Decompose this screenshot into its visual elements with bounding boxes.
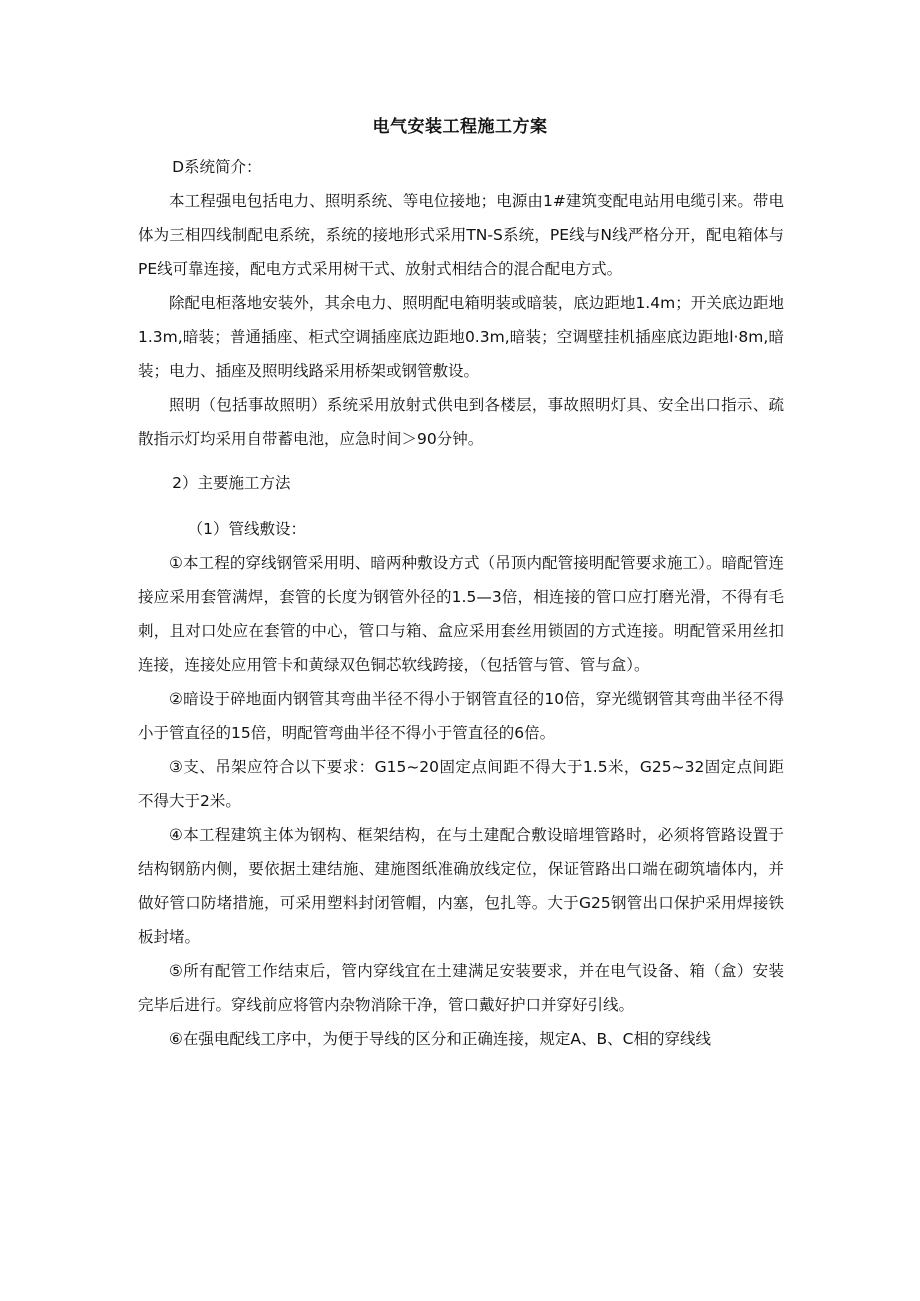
list-item-phase-wiring: ⑥在强电配线工序中，为便于导线的区分和正确连接，规定A、B、C相的穿线线 <box>169 1030 711 1048</box>
section-heading-system-intro: D系统简介： <box>172 158 262 176</box>
document-title: 电气安装工程施工方案 <box>372 117 548 137</box>
section-heading-construction-methods: 2）主要施工方法 <box>172 474 291 492</box>
list-item-steel-conduit: ①本工程的穿线钢管采用明、暗两种敷设方式（吊顶内配管接明配管要求施工）。暗配管连接应采用套管满焊，套管的长度为钢管外径的1.5—3倍，相连接的管口应打磨光滑，不得有毛刺，且对口处应在套管的中心，管口与箱、盒应采用套丝用锁固的方式连接。明配管采用丝扣连接，连接处应用管卡和黄绿双色铜芯软线跨接，（包括管与管、管与盒）。 <box>138 554 784 674</box>
subsection-heading-conduit-laying: （1）管线敷设： <box>187 520 306 538</box>
paragraph-power-source: 本工程强电包括电力、照明系统、等电位接地；电源由1#建筑变配电站用电缆引来。带电体为三相四线制配电系统，系统的接地形式采用TN-S系统，PE线与N线严格分开，配电箱体与PE线可靠连接，配电方式采用树干式、放射式相结合的混合配电方式。 <box>138 192 784 278</box>
list-item-supports: ③支、吊架应符合以下要求：G15~20固定点间距不得大于1.5米，G25~32固定点间距不得大于2米。 <box>138 758 784 810</box>
list-item-wire-threading: ⑤所有配管工作结束后，管内穿线宜在土建满足安装要求，并在电气设备、箱（盒）安装完毕后进行。穿线前应将管内杂物消除干净，管口戴好护口并穿好引线。 <box>138 962 784 1014</box>
document-body <box>138 150 784 1056</box>
list-item-bending-radius: ②暗设于碎地面内钢管其弯曲半径不得小于钢管直径的10倍，穿光缆钢管其弯曲半径不得小于管直径的15倍，明配管弯曲半径不得小于管直径的6倍。 <box>138 690 784 742</box>
paragraph-emergency-lighting: 照明（包括事故照明）系统采用放射式供电到各楼层，事故照明灯具、安全出口指示、疏散指示灯均采用自带蓄电池，应急时间＞90分钟。 <box>138 396 784 448</box>
paragraph-installation-heights: 除配电柜落地安装外，其余电力、照明配电箱明装或暗装，底边距地1.4m；开关底边距地1.3m,暗装；普通插座、柜式空调插座底边距地0.3m,暗装；空调壁挂机插座底边距地l·8m,暗装；电力、插座及照明线路采用桥架或钢管敷设。 <box>138 294 784 380</box>
list-item-embedded-piping: ④本工程建筑主体为钢构、框架结构，在与土建配合敷设暗埋管路时，必须将管路设置于结构钢筋内侧，要依据土建结施、建施图纸准确放线定位，保证管路出口端在砌筑墙体内，并做好管口防堵措施，可采用塑料封闭管帽，内塞，包扎等。大于G25钢管出口保护采用焊接铁板封堵。 <box>138 826 784 946</box>
